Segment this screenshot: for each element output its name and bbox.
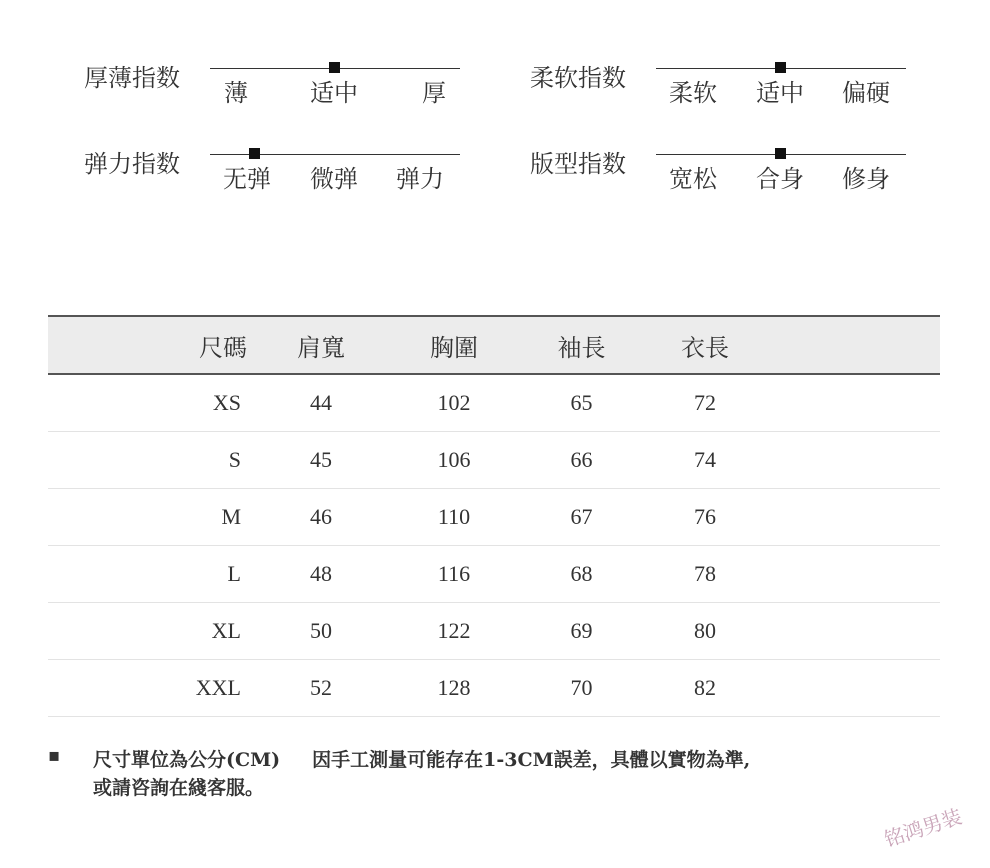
shoulder-cell: 52 xyxy=(259,660,383,717)
size-cell: L xyxy=(48,546,259,603)
chest-cell: 110 xyxy=(383,489,525,546)
index-marker xyxy=(775,148,786,159)
size-cell: XL xyxy=(48,603,259,660)
note-error-text: 因手工測量可能存在1-3CM誤差，具體以實物為準, xyxy=(312,749,751,771)
shoulder-cell: 45 xyxy=(259,432,383,489)
index-label: 适中 xyxy=(310,79,358,107)
sleeve-cell: 65 xyxy=(525,374,638,432)
empty-cell xyxy=(772,660,940,717)
size-table xyxy=(48,315,940,717)
table-row xyxy=(48,660,940,717)
index-label: 合身 xyxy=(756,165,804,193)
sleeve-cell: 66 xyxy=(525,432,638,489)
length-cell: 76 xyxy=(638,489,772,546)
table-row xyxy=(48,603,940,660)
note-unit-text: 尺寸單位為公分(CM) xyxy=(93,749,281,771)
length-cell: 82 xyxy=(638,660,772,717)
empty-cell xyxy=(772,546,940,603)
header-shoulder: 肩寬 xyxy=(259,316,383,374)
shoulder-cell: 44 xyxy=(259,374,383,432)
index-label: 宽松 xyxy=(669,165,717,193)
note-line-2: 或請咨詢在綫客服。 xyxy=(93,777,265,799)
index-scale-line xyxy=(210,154,460,155)
chest-cell: 122 xyxy=(383,603,525,660)
index-title: 弹力指数 xyxy=(84,150,180,178)
index-fit xyxy=(530,144,950,204)
index-softness xyxy=(530,58,950,118)
index-marker xyxy=(249,148,260,159)
size-cell: S xyxy=(48,432,259,489)
chest-cell: 116 xyxy=(383,546,525,603)
size-table-header xyxy=(48,316,940,374)
watermark: 铭鸿男装 xyxy=(881,804,965,852)
index-label: 弹力 xyxy=(396,165,444,193)
bullet-icon: ▪ xyxy=(48,745,61,766)
empty-cell xyxy=(772,603,940,660)
index-marker xyxy=(775,62,786,73)
chest-cell: 106 xyxy=(383,432,525,489)
header-chest: 胸圍 xyxy=(383,316,525,374)
sleeve-cell: 70 xyxy=(525,660,638,717)
header-length: 衣長 xyxy=(638,316,772,374)
table-row xyxy=(48,374,940,432)
empty-cell xyxy=(772,489,940,546)
index-title: 版型指数 xyxy=(530,150,626,178)
index-label: 薄 xyxy=(224,79,248,107)
note-line-1 xyxy=(93,745,750,772)
table-row xyxy=(48,546,940,603)
table-row xyxy=(48,489,940,546)
index-title: 柔软指数 xyxy=(530,64,626,92)
length-cell: 80 xyxy=(638,603,772,660)
size-cell: M xyxy=(48,489,259,546)
shoulder-cell: 46 xyxy=(259,489,383,546)
chest-cell: 102 xyxy=(383,374,525,432)
index-label: 柔软 xyxy=(669,79,717,107)
index-label: 无弹 xyxy=(223,165,271,193)
length-cell: 78 xyxy=(638,546,772,603)
sleeve-cell: 67 xyxy=(525,489,638,546)
size-cell: XXL xyxy=(48,660,259,717)
index-label: 适中 xyxy=(756,79,804,107)
empty-cell xyxy=(772,432,940,489)
header-empty xyxy=(772,316,940,374)
index-marker xyxy=(329,62,340,73)
chest-cell: 128 xyxy=(383,660,525,717)
index-label: 偏硬 xyxy=(842,79,890,107)
index-title: 厚薄指数 xyxy=(84,64,180,92)
table-row xyxy=(48,432,940,489)
sleeve-cell: 69 xyxy=(525,603,638,660)
empty-cell xyxy=(772,374,940,432)
index-elasticity xyxy=(84,144,504,204)
sleeve-cell: 68 xyxy=(525,546,638,603)
length-cell: 74 xyxy=(638,432,772,489)
shoulder-cell: 48 xyxy=(259,546,383,603)
index-thickness xyxy=(84,58,504,118)
length-cell: 72 xyxy=(638,374,772,432)
shoulder-cell: 50 xyxy=(259,603,383,660)
size-cell: XS xyxy=(48,374,259,432)
header-sleeve: 袖長 xyxy=(525,316,638,374)
index-label: 微弹 xyxy=(310,165,358,193)
index-label: 修身 xyxy=(842,165,890,193)
index-label: 厚 xyxy=(422,79,446,107)
header-size: 尺碼 xyxy=(48,316,259,374)
